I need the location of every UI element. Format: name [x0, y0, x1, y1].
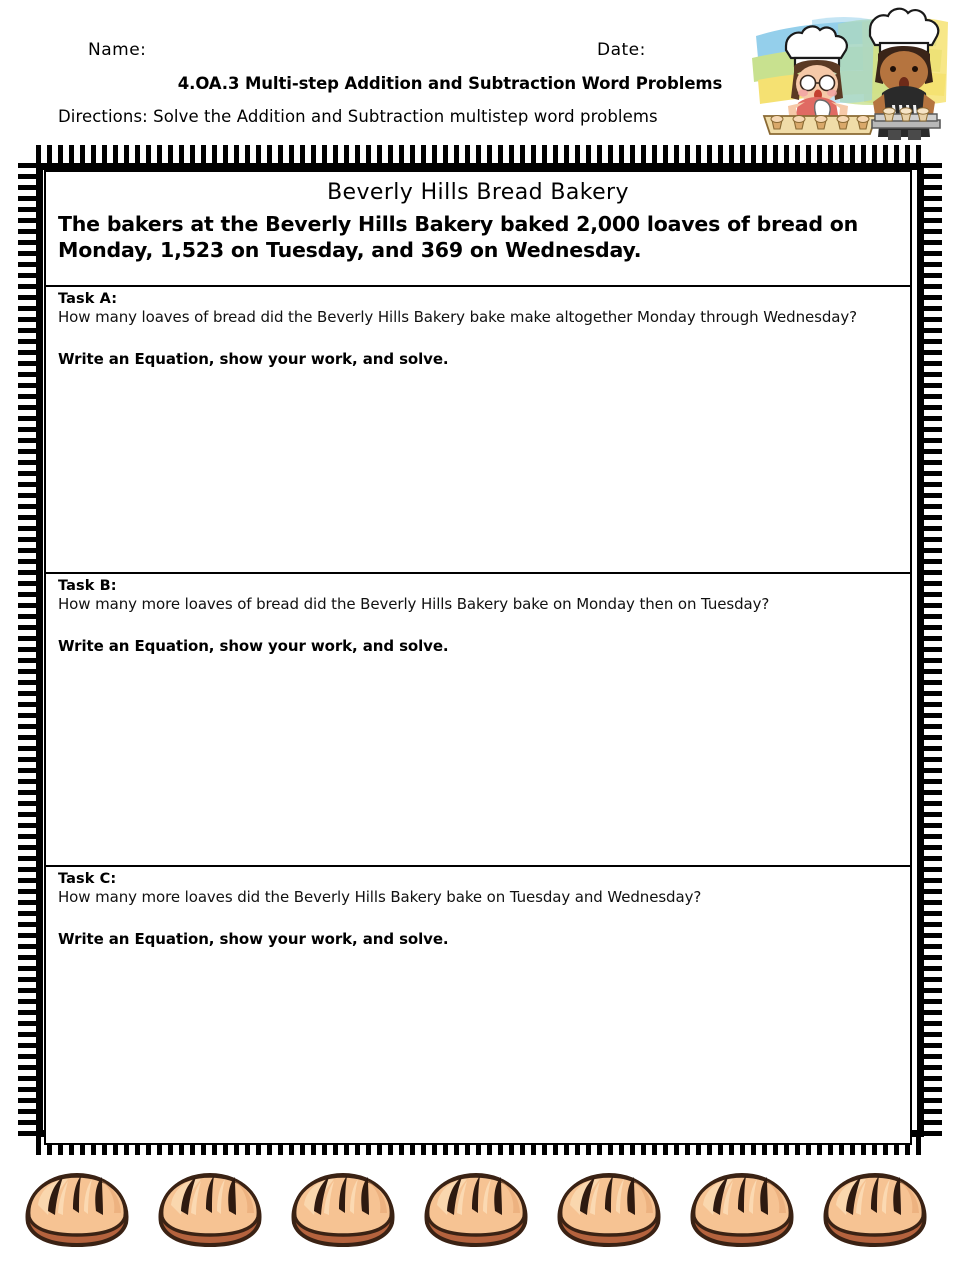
task-section-a: [46, 285, 910, 572]
worksheet-title: Beverly Hills Bread Bakery: [327, 180, 629, 205]
bread-loaf-icon: [284, 1165, 402, 1253]
task-section-b: [46, 572, 910, 865]
name-label: Name:: [88, 40, 147, 60]
task-section-c: [46, 865, 910, 1153]
border-rail-left: [36, 163, 43, 1137]
prompt-spacer: [46, 263, 910, 285]
task-b-instruction: Write an Equation, show your work, and solve.: [58, 637, 449, 656]
task-c-instruction: Write an Equation, show your work, and solve.: [58, 930, 449, 949]
task-a-instruction: Write an Equation, show your work, and solve.: [58, 350, 449, 369]
border-ticks-top: [36, 145, 924, 163]
border-rail-right: [917, 163, 924, 1137]
task-b-question: How many more loaves of bread did the Beverly Hills Bakery bake on Monday then on Tuesday?: [58, 595, 770, 614]
bread-loaf-icon: [683, 1165, 801, 1253]
task-b-label: Task B:: [58, 578, 117, 595]
directions-text: Directions: Solve the Addition and Subtraction multistep word problems: [58, 107, 658, 126]
worksheet-table: [44, 170, 912, 1145]
task-c-question: How many more loaves did the Beverly Hills Bakery bake on Tuesday and Wednesday?: [58, 888, 702, 907]
bread-loaf-icon: [18, 1165, 136, 1253]
bread-loaf-icon: [550, 1165, 668, 1253]
standard-title: 4.OA.3 Multi-step Addition and Subtraction Word Problems: [177, 74, 723, 93]
bread-loaf-icon: [816, 1165, 934, 1253]
date-label: Date:: [597, 40, 646, 60]
bread-loaf-decoration-row: [0, 1165, 960, 1260]
two-chefs-with-cupcakes-illustration: [742, 2, 960, 140]
border-ticks-left: [18, 163, 36, 1137]
bread-loaf-icon: [417, 1165, 535, 1253]
task-c-label: Task C:: [58, 871, 117, 888]
bread-loaf-icon: [151, 1165, 269, 1253]
border-ticks-right: [924, 163, 942, 1137]
border-rail-top: [36, 163, 924, 170]
task-a-label: Task A:: [58, 291, 118, 308]
task-a-question: How many loaves of bread did the Beverly Hills Bakery bake make altogether Monday through Wednesday?: [58, 308, 858, 327]
word-problem-prompt: The bakers at the Beverly Hills Bakery baked 2,000 loaves of bread on Monday, 1,523 on Tuesday, and 369 on Wednesday.: [58, 212, 859, 263]
